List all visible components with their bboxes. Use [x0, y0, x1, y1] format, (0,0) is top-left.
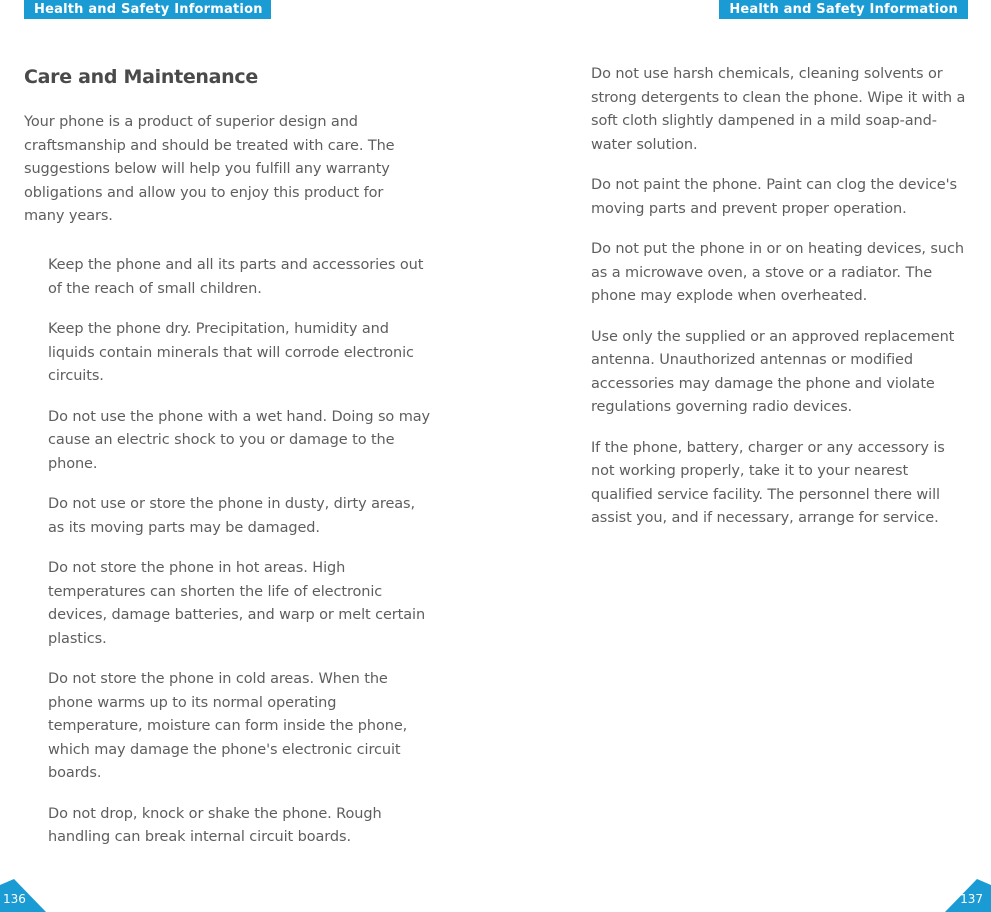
header-right: Health and Safety Information [719, 0, 968, 19]
list-item: Do not drop, knock or shake the phone. Rough handling can break internal circuit boards. [48, 805, 382, 845]
care-list-right [591, 63, 967, 548]
list-item: Do not store the phone in hot areas. High temperatures can shorten the life of electronic devices, damage batteries, and warp or melt certain plastics. [48, 560, 426, 647]
left-page [24, 0, 444, 912]
list-item: Do not store the phone in cold areas. When the phone warms up to its normal operating temperature, moisture can form inside the phone, which may damage the phone's electronic circuit boards. [48, 671, 408, 781]
list-item: Do not paint the phone. Paint can clog the device's moving parts and prevent proper operation. [591, 177, 957, 217]
page-number-left [0, 879, 46, 912]
care-list-left [48, 254, 430, 867]
page-number-left-label: 136 [3, 892, 26, 906]
list-item: Use only the supplied or an approved replacement antenna. Unauthorized antennas or modified accessories may damage the phone and violate regulations governing radio devices. [591, 328, 955, 415]
list-item: Do not use the phone with a wet hand. Doing so may cause an electric shock to you or damage to the phone. [48, 408, 430, 472]
section-title: Care and Maintenance [24, 66, 258, 88]
right-page [591, 0, 971, 912]
header-left: Health and Safety Information [24, 0, 271, 19]
list-item: Keep the phone dry. Precipitation, humidity and liquids contain minerals that will corrode electronic circuits. [48, 321, 414, 384]
list-item: Do not use or store the phone in dusty, dirty areas, as its moving parts may be damaged. [48, 496, 416, 536]
page-number-right-label: 137 [960, 892, 983, 906]
intro-paragraph: Your phone is a product of superior design and craftsmanship and should be treated with care. The suggestions below will help you fulfill any warranty obligations and allow you to enjoy this product for many years. [24, 114, 395, 224]
list-item: Do not put the phone in or on heating devices, such as a microwave oven, a stove or a radiator. The phone may explode when overheated. [591, 241, 964, 304]
list-item: If the phone, battery, charger or any accessory is not working properly, take it to your nearest qualified service facility. The personnel there will assist you, and if necessary, arrange for service. [591, 439, 945, 526]
list-item: Keep the phone and all its parts and accessories out of the reach of small children. [48, 257, 424, 297]
list-item: Do not use harsh chemicals, cleaning solvents or strong detergents to clean the phone. Wipe it with a soft cloth slightly dampened in a mild soap-and-water solution. [591, 66, 966, 153]
page-number-right [945, 879, 991, 912]
